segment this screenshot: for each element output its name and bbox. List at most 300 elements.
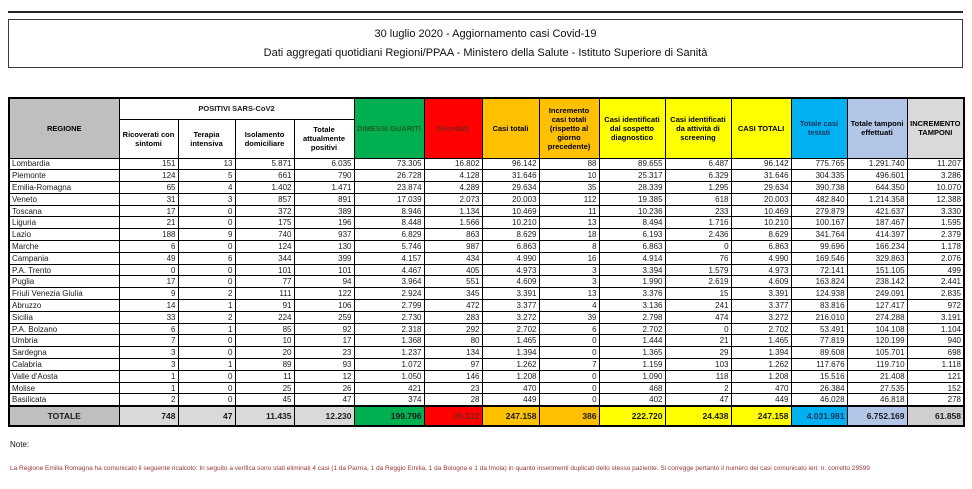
value-cell: 96.142 — [731, 158, 791, 170]
value-cell: 0 — [178, 370, 235, 382]
value-cell: 474 — [665, 311, 731, 323]
value-cell: 6.863 — [731, 241, 791, 253]
value-cell: 3.330 — [907, 205, 964, 217]
value-cell: 1.072 — [354, 359, 424, 371]
value-cell: 644.350 — [847, 182, 907, 194]
region-name-cell: Basilicata — [9, 394, 119, 406]
value-cell: 25 — [235, 382, 294, 394]
value-cell: 1.178 — [907, 241, 964, 253]
value-cell: 618 — [665, 193, 731, 205]
value-cell: 0 — [178, 394, 235, 406]
value-cell: 1 — [119, 382, 178, 394]
value-cell: 1.368 — [354, 335, 424, 347]
region-name-cell: Sicilia — [9, 311, 119, 323]
value-cell: 3.286 — [907, 170, 964, 182]
value-cell: 6.329 — [665, 170, 731, 182]
value-cell: 1.050 — [354, 370, 424, 382]
region-name-cell: Abruzzo — [9, 300, 119, 312]
value-cell: 1 — [178, 323, 235, 335]
value-cell: 89.655 — [599, 158, 665, 170]
value-cell: 344 — [235, 252, 294, 264]
value-cell: 31 — [119, 193, 178, 205]
value-cell: 93 — [294, 359, 354, 371]
value-cell: 13 — [178, 158, 235, 170]
value-cell: 1.394 — [731, 347, 791, 359]
value-cell: 3.272 — [482, 311, 539, 323]
value-cell: 937 — [294, 229, 354, 241]
table-row — [9, 370, 964, 382]
value-cell: 6.487 — [665, 158, 731, 170]
value-cell: 23 — [294, 347, 354, 359]
value-cell: 10.070 — [907, 182, 964, 194]
value-cell: 329.863 — [847, 252, 907, 264]
value-cell: 17 — [294, 335, 354, 347]
value-cell: 259 — [294, 311, 354, 323]
value-cell: 39 — [539, 311, 599, 323]
value-cell: 1.090 — [599, 370, 665, 382]
value-cell: 4.973 — [482, 264, 539, 276]
region-name-cell: Campania — [9, 252, 119, 264]
value-cell: 112 — [539, 193, 599, 205]
value-cell: 414.397 — [847, 229, 907, 241]
table-row — [9, 193, 964, 205]
col-header-deceduti: Deceduti — [424, 98, 482, 158]
value-cell: 661 — [235, 170, 294, 182]
value-cell: 2 — [665, 382, 731, 394]
value-cell: 29.634 — [482, 182, 539, 194]
value-cell: 124 — [119, 170, 178, 182]
value-cell: 104.108 — [847, 323, 907, 335]
value-cell: 0 — [539, 382, 599, 394]
value-cell: 3.136 — [599, 300, 665, 312]
region-name-cell: Lazio — [9, 229, 119, 241]
value-cell: 89 — [235, 359, 294, 371]
value-cell: 390.738 — [791, 182, 847, 194]
top-divider — [8, 11, 963, 13]
value-cell: 2.436 — [665, 229, 731, 241]
value-cell: 1.365 — [599, 347, 665, 359]
value-cell: 35 — [539, 182, 599, 194]
value-cell: 405 — [424, 264, 482, 276]
value-cell: 120.199 — [847, 335, 907, 347]
value-cell: 15.516 — [791, 370, 847, 382]
table-row — [9, 182, 964, 194]
value-cell: 434 — [424, 252, 482, 264]
value-cell: 0 — [178, 276, 235, 288]
value-cell: 6 — [178, 252, 235, 264]
value-cell: 99.696 — [791, 241, 847, 253]
total-label-cell: TOTALE — [9, 406, 119, 426]
value-cell: 740 — [235, 229, 294, 241]
value-cell: 972 — [907, 300, 964, 312]
value-cell: 47 — [178, 406, 235, 426]
value-cell: 247.158 — [482, 406, 539, 426]
value-cell: 1.214.358 — [847, 193, 907, 205]
value-cell: 65 — [119, 182, 178, 194]
value-cell: 499 — [907, 264, 964, 276]
value-cell: 1.262 — [731, 359, 791, 371]
value-cell: 4.609 — [731, 276, 791, 288]
value-cell: 8.494 — [599, 217, 665, 229]
value-cell: 187.467 — [847, 217, 907, 229]
value-cell: 7 — [539, 359, 599, 371]
region-name-cell: Lombardia — [9, 158, 119, 170]
value-cell: 20.003 — [731, 193, 791, 205]
value-cell: 1.104 — [907, 323, 964, 335]
table-row — [9, 264, 964, 276]
value-cell: 31.646 — [731, 170, 791, 182]
value-cell: 4.990 — [731, 252, 791, 264]
value-cell: 1.159 — [599, 359, 665, 371]
value-cell: 119.710 — [847, 359, 907, 371]
value-cell: 12.230 — [294, 406, 354, 426]
value-cell: 468 — [599, 382, 665, 394]
value-cell: 4.973 — [731, 264, 791, 276]
col-header-ricoverati: Ricoverati con sintomi — [119, 119, 178, 158]
value-cell: 4.914 — [599, 252, 665, 264]
value-cell: 238.142 — [847, 276, 907, 288]
value-cell: 698 — [907, 347, 964, 359]
value-cell: 1.394 — [482, 347, 539, 359]
table-row — [9, 359, 964, 371]
col-header-totale-positivi: Totale attualmente positivi — [294, 119, 354, 158]
col-header-casi-totali-caps: CASI TOTALI — [731, 98, 791, 158]
report-title: 30 luglio 2020 - Aggiornamento casi Covid-19 — [374, 27, 597, 40]
col-header-regione: REGIONE — [9, 98, 119, 158]
table-row — [9, 158, 964, 170]
value-cell: 0 — [178, 382, 235, 394]
value-cell: 1.208 — [482, 370, 539, 382]
value-cell: 1.595 — [907, 217, 964, 229]
covid-regions-table — [8, 97, 965, 427]
value-cell: 1.579 — [665, 264, 731, 276]
value-cell: 3.391 — [731, 288, 791, 300]
report-subtitle: Dati aggregati quotidiani Regioni/PPAA - Ministero della Salute - Istituto Superiore di Sanità — [263, 47, 708, 60]
value-cell: 233 — [665, 205, 731, 217]
value-cell: 10.469 — [482, 205, 539, 217]
value-cell: 83.816 — [791, 300, 847, 312]
value-cell: 470 — [731, 382, 791, 394]
value-cell: 8.629 — [731, 229, 791, 241]
region-name-cell: P.A. Bolzano — [9, 323, 119, 335]
region-name-cell: Toscana — [9, 205, 119, 217]
value-cell: 100.167 — [791, 217, 847, 229]
col-header-incremento-tamponi: INCREMENTO TAMPONI — [907, 98, 964, 158]
table-row — [9, 394, 964, 406]
value-cell: 47 — [665, 394, 731, 406]
value-cell: 4.990 — [482, 252, 539, 264]
value-cell: 0 — [178, 205, 235, 217]
value-cell: 117.676 — [791, 359, 847, 371]
value-cell: 29.634 — [731, 182, 791, 194]
value-cell: 2.730 — [354, 311, 424, 323]
value-cell: 2 — [119, 394, 178, 406]
value-cell: 857 — [235, 193, 294, 205]
value-cell: 76 — [665, 252, 731, 264]
value-cell: 20 — [235, 347, 294, 359]
value-cell: 121 — [907, 370, 964, 382]
table-row — [9, 252, 964, 264]
value-cell: 11.435 — [235, 406, 294, 426]
value-cell: 247.158 — [731, 406, 791, 426]
value-cell: 26 — [294, 382, 354, 394]
value-cell: 7 — [119, 335, 178, 347]
value-cell: 790 — [294, 170, 354, 182]
value-cell: 151.105 — [847, 264, 907, 276]
value-cell: 85 — [235, 323, 294, 335]
value-cell: 399 — [294, 252, 354, 264]
value-cell: 188 — [119, 229, 178, 241]
value-cell: 13 — [539, 288, 599, 300]
value-cell: 3.376 — [599, 288, 665, 300]
value-cell: 9 — [178, 229, 235, 241]
value-cell: 482.840 — [791, 193, 847, 205]
value-cell: 17.039 — [354, 193, 424, 205]
value-cell: 166.234 — [847, 241, 907, 253]
table-row — [9, 170, 964, 182]
value-cell: 16.802 — [424, 158, 482, 170]
value-cell: 472 — [424, 300, 482, 312]
value-cell: 196 — [294, 217, 354, 229]
value-cell: 106 — [294, 300, 354, 312]
value-cell: 0 — [665, 241, 731, 253]
value-cell: 46.818 — [847, 394, 907, 406]
table-row — [9, 217, 964, 229]
value-cell: 748 — [119, 406, 178, 426]
value-cell: 53.491 — [791, 323, 847, 335]
value-cell: 111 — [235, 288, 294, 300]
table-row — [9, 241, 964, 253]
value-cell: 3 — [178, 193, 235, 205]
value-cell: 1.134 — [424, 205, 482, 217]
value-cell: 4.157 — [354, 252, 424, 264]
value-cell: 6 — [119, 323, 178, 335]
table-row — [9, 288, 964, 300]
table-row — [9, 335, 964, 347]
region-name-cell: Calabria — [9, 359, 119, 371]
notes-label: Note: — [10, 440, 30, 449]
value-cell: 26.728 — [354, 170, 424, 182]
value-cell: 6.863 — [599, 241, 665, 253]
value-cell: 6 — [539, 323, 599, 335]
value-cell: 91 — [235, 300, 294, 312]
value-cell: 3.377 — [731, 300, 791, 312]
value-cell: 402 — [599, 394, 665, 406]
report-title-box — [8, 19, 963, 68]
value-cell: 15 — [665, 288, 731, 300]
value-cell: 1.237 — [354, 347, 424, 359]
value-cell: 304.335 — [791, 170, 847, 182]
value-cell: 891 — [294, 193, 354, 205]
value-cell: 24.438 — [665, 406, 731, 426]
value-cell: 1.444 — [599, 335, 665, 347]
value-cell: 130 — [294, 241, 354, 253]
value-cell: 470 — [482, 382, 539, 394]
value-cell: 0 — [178, 347, 235, 359]
value-cell: 2.073 — [424, 193, 482, 205]
value-cell: 6 — [119, 241, 178, 253]
value-cell: 94 — [294, 276, 354, 288]
region-name-cell: P.A. Trento — [9, 264, 119, 276]
value-cell: 10.236 — [599, 205, 665, 217]
value-cell: 72.141 — [791, 264, 847, 276]
value-cell: 61.858 — [907, 406, 964, 426]
value-cell: 146 — [424, 370, 482, 382]
value-cell: 0 — [178, 264, 235, 276]
value-cell: 31.646 — [482, 170, 539, 182]
table-header-group-row — [9, 98, 964, 119]
value-cell: 45 — [235, 394, 294, 406]
value-cell: 88 — [539, 158, 599, 170]
value-cell: 25.317 — [599, 170, 665, 182]
value-cell: 496.601 — [847, 170, 907, 182]
value-cell: 372 — [235, 205, 294, 217]
value-cell: 222.720 — [599, 406, 665, 426]
value-cell: 216.010 — [791, 311, 847, 323]
value-cell: 124.938 — [791, 288, 847, 300]
value-cell: 77 — [235, 276, 294, 288]
value-cell: 1.118 — [907, 359, 964, 371]
value-cell: 4 — [539, 300, 599, 312]
value-cell: 2 — [178, 311, 235, 323]
value-cell: 1 — [119, 370, 178, 382]
value-cell: 9 — [119, 288, 178, 300]
value-cell: 2.835 — [907, 288, 964, 300]
value-cell: 0 — [178, 335, 235, 347]
value-cell: 987 — [424, 241, 482, 253]
table-body — [9, 158, 964, 426]
value-cell: 551 — [424, 276, 482, 288]
value-cell: 0 — [539, 335, 599, 347]
region-name-cell: Puglia — [9, 276, 119, 288]
value-cell: 3 — [119, 347, 178, 359]
value-cell: 3.394 — [599, 264, 665, 276]
value-cell: 14 — [119, 300, 178, 312]
table-row — [9, 205, 964, 217]
value-cell: 33 — [119, 311, 178, 323]
value-cell: 13 — [539, 217, 599, 229]
value-cell: 241 — [665, 300, 731, 312]
col-header-sospetto-diagnostico: Casi identificati dal sospetto diagnostico — [599, 98, 665, 158]
value-cell: 77.819 — [791, 335, 847, 347]
value-cell: 292 — [424, 323, 482, 335]
col-header-dimessi-guariti: DIMESSI GUARITI — [354, 98, 424, 158]
value-cell: 0 — [539, 347, 599, 359]
value-cell: 163.824 — [791, 276, 847, 288]
value-cell: 3.191 — [907, 311, 964, 323]
value-cell: 0 — [119, 264, 178, 276]
value-cell: 1.208 — [731, 370, 791, 382]
col-header-terapia-intensiva: Terapia intensiva — [178, 119, 235, 158]
value-cell: 421.637 — [847, 205, 907, 217]
value-cell: 2.441 — [907, 276, 964, 288]
table-row — [9, 276, 964, 288]
value-cell: 12.388 — [907, 193, 964, 205]
value-cell: 175 — [235, 217, 294, 229]
col-header-incremento-casi: Incremento casi totali (rispetto al giorno precedente) — [539, 98, 599, 158]
region-name-cell: Piemonte — [9, 170, 119, 182]
value-cell: 21.408 — [847, 370, 907, 382]
value-cell: 1.465 — [482, 335, 539, 347]
value-cell: 449 — [482, 394, 539, 406]
value-cell: 11.207 — [907, 158, 964, 170]
value-cell: 46.028 — [791, 394, 847, 406]
value-cell: 101 — [294, 264, 354, 276]
value-cell: 8.946 — [354, 205, 424, 217]
value-cell: 2.924 — [354, 288, 424, 300]
value-cell: 1.465 — [731, 335, 791, 347]
value-cell: 249.091 — [847, 288, 907, 300]
region-name-cell: Friuli Venezia Giulia — [9, 288, 119, 300]
value-cell: 3.272 — [731, 311, 791, 323]
value-cell: 1.291.740 — [847, 158, 907, 170]
value-cell: 6.035 — [294, 158, 354, 170]
table-row — [9, 382, 964, 394]
value-cell: 118 — [665, 370, 731, 382]
value-cell: 2.702 — [482, 323, 539, 335]
value-cell: 345 — [424, 288, 482, 300]
value-cell: 3 — [539, 264, 599, 276]
value-cell: 3 — [119, 359, 178, 371]
value-cell: 1.262 — [482, 359, 539, 371]
value-cell: 73.305 — [354, 158, 424, 170]
value-cell: 10.210 — [731, 217, 791, 229]
value-cell: 169.546 — [791, 252, 847, 264]
value-cell: 10.469 — [731, 205, 791, 217]
value-cell: 2.318 — [354, 323, 424, 335]
value-cell: 6.863 — [482, 241, 539, 253]
value-cell: 49 — [119, 252, 178, 264]
value-cell: 1.566 — [424, 217, 482, 229]
value-cell: 101 — [235, 264, 294, 276]
value-cell: 23.874 — [354, 182, 424, 194]
value-cell: 122 — [294, 288, 354, 300]
value-cell: 29 — [665, 347, 731, 359]
col-header-totale-tamponi: Totale tamponi effettuati — [847, 98, 907, 158]
value-cell: 152 — [907, 382, 964, 394]
value-cell: 279.879 — [791, 205, 847, 217]
value-cell: 28.339 — [599, 182, 665, 194]
value-cell: 374 — [354, 394, 424, 406]
region-name-cell: Molise — [9, 382, 119, 394]
region-name-cell: Emilia-Romagna — [9, 182, 119, 194]
value-cell: 10.210 — [482, 217, 539, 229]
value-cell: 97 — [424, 359, 482, 371]
value-cell: 4.289 — [424, 182, 482, 194]
value-cell: 16 — [539, 252, 599, 264]
value-cell: 274.288 — [847, 311, 907, 323]
value-cell: 6.752.169 — [847, 406, 907, 426]
value-cell: 8 — [539, 241, 599, 253]
value-cell: 283 — [424, 311, 482, 323]
region-name-cell: Liguria — [9, 217, 119, 229]
value-cell: 127.417 — [847, 300, 907, 312]
value-cell: 4 — [178, 182, 235, 194]
value-cell: 2.798 — [599, 311, 665, 323]
value-cell: 5.871 — [235, 158, 294, 170]
value-cell: 6.193 — [599, 229, 665, 241]
region-name-cell: Sardegna — [9, 347, 119, 359]
table-row — [9, 347, 964, 359]
value-cell: 4.031.981 — [791, 406, 847, 426]
region-name-cell: Valle d'Aosta — [9, 370, 119, 382]
value-cell: 1 — [178, 359, 235, 371]
value-cell: 199.796 — [354, 406, 424, 426]
col-header-casi-totali: Casi totali — [482, 98, 539, 158]
value-cell: 10 — [235, 335, 294, 347]
value-cell: 449 — [731, 394, 791, 406]
value-cell: 0 — [665, 323, 731, 335]
